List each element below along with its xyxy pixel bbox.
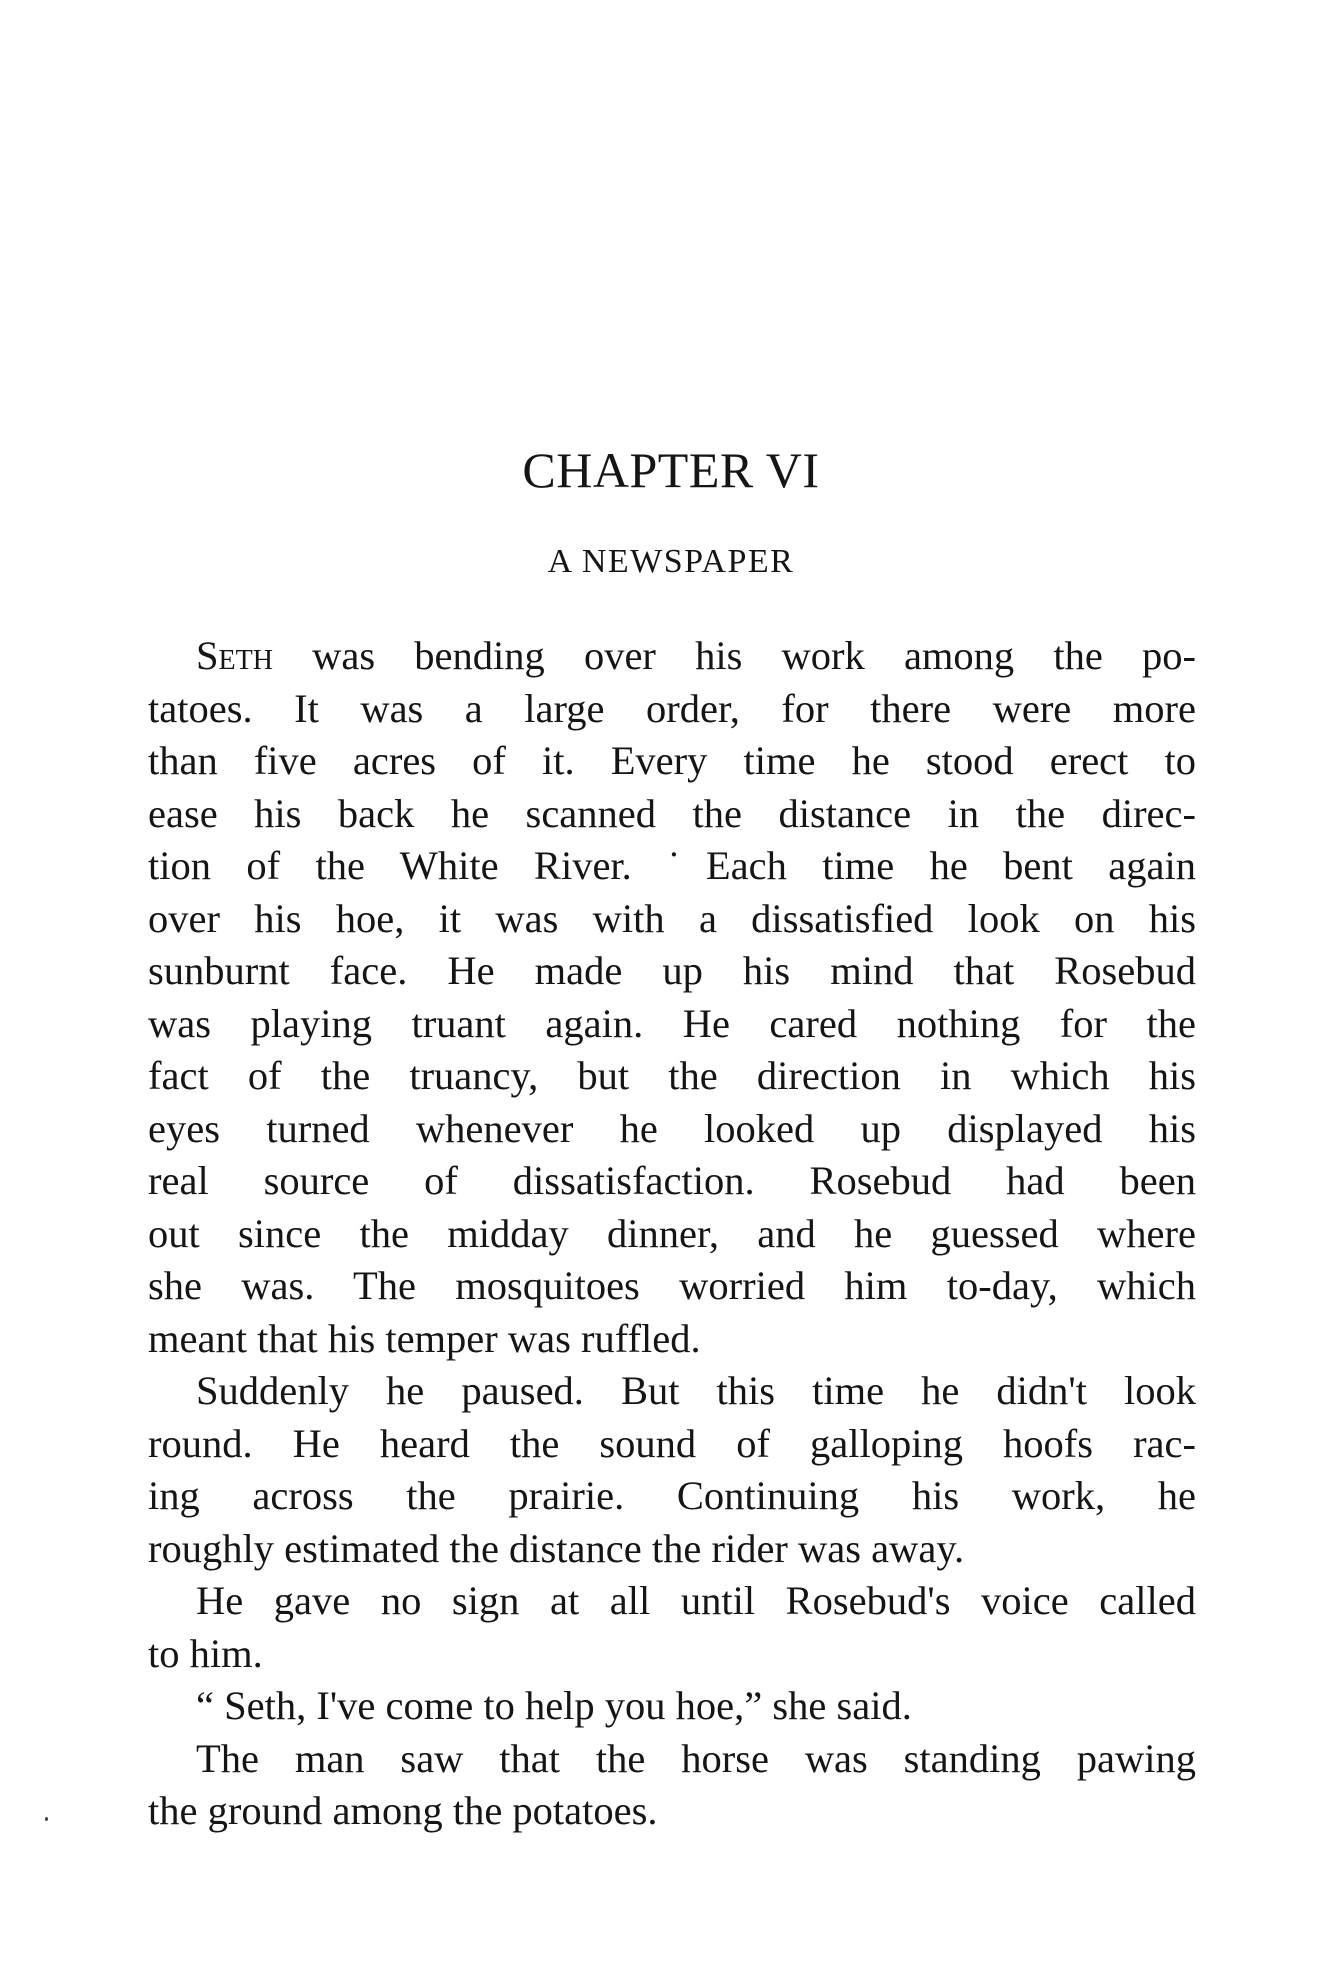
text-line: meant that his temper was ruffled.: [148, 1315, 701, 1361]
print-speck: [45, 1817, 48, 1821]
text-line: fact of the truancy, but the direction in which his: [148, 1053, 1196, 1098]
text-line: to him.: [148, 1630, 263, 1676]
chapter-text: [148, 630, 1196, 1838]
text-line: [148, 630, 1196, 683]
text-line: was playing truant again. He cared nothing for the: [148, 1000, 1196, 1046]
text-line: roughly estimated the distance the rider was away.: [148, 1525, 965, 1571]
chapter-subtitle: A NEWSPAPER: [547, 543, 795, 580]
chapter-title: CHAPTER VI: [522, 442, 820, 498]
text-line: sunburnt face. He made up his mind that Rosebud: [148, 948, 1196, 993]
first-word: Seth: [196, 633, 273, 678]
first-line-rest: was bending over his work among the po-: [272, 633, 1196, 678]
text-line: tion of the White River. ˙Each time he bent again: [148, 843, 1196, 888]
text-line: over his hoe, it was with a dissatisfied look on his: [148, 895, 1196, 941]
text-line: she was. The mosquitoes worried him to-day, which: [148, 1263, 1196, 1308]
text-line: ing across the prairie. Continuing his work, he: [148, 1473, 1196, 1518]
text-line: eyes turned whenever he looked up displayed his: [148, 1105, 1196, 1151]
text-line: than five acres of it. Every time he stood erect to: [148, 738, 1196, 783]
text-line: the ground among the potatoes.: [148, 1788, 658, 1833]
text-line: out since the midday dinner, and he guessed where: [148, 1210, 1196, 1256]
text-line: He gave no sign at all until Rosebud's voice called: [196, 1578, 1196, 1623]
text-line: The man saw that the horse was standing pawing: [196, 1735, 1196, 1781]
text-line: ease his back he scanned the distance in the direc-: [148, 790, 1196, 836]
text-line: Suddenly he paused. But this time he didn't look: [196, 1368, 1196, 1413]
text-line: “ Seth, I've come to help you hoe,” she said.: [196, 1683, 912, 1728]
text-line: round. He heard the sound of galloping hoofs rac-: [148, 1420, 1196, 1466]
text-line: tatoes. It was a large order, for there were more: [148, 685, 1196, 731]
text-line: real source of dissatisfaction. Rosebud had been: [148, 1158, 1196, 1203]
